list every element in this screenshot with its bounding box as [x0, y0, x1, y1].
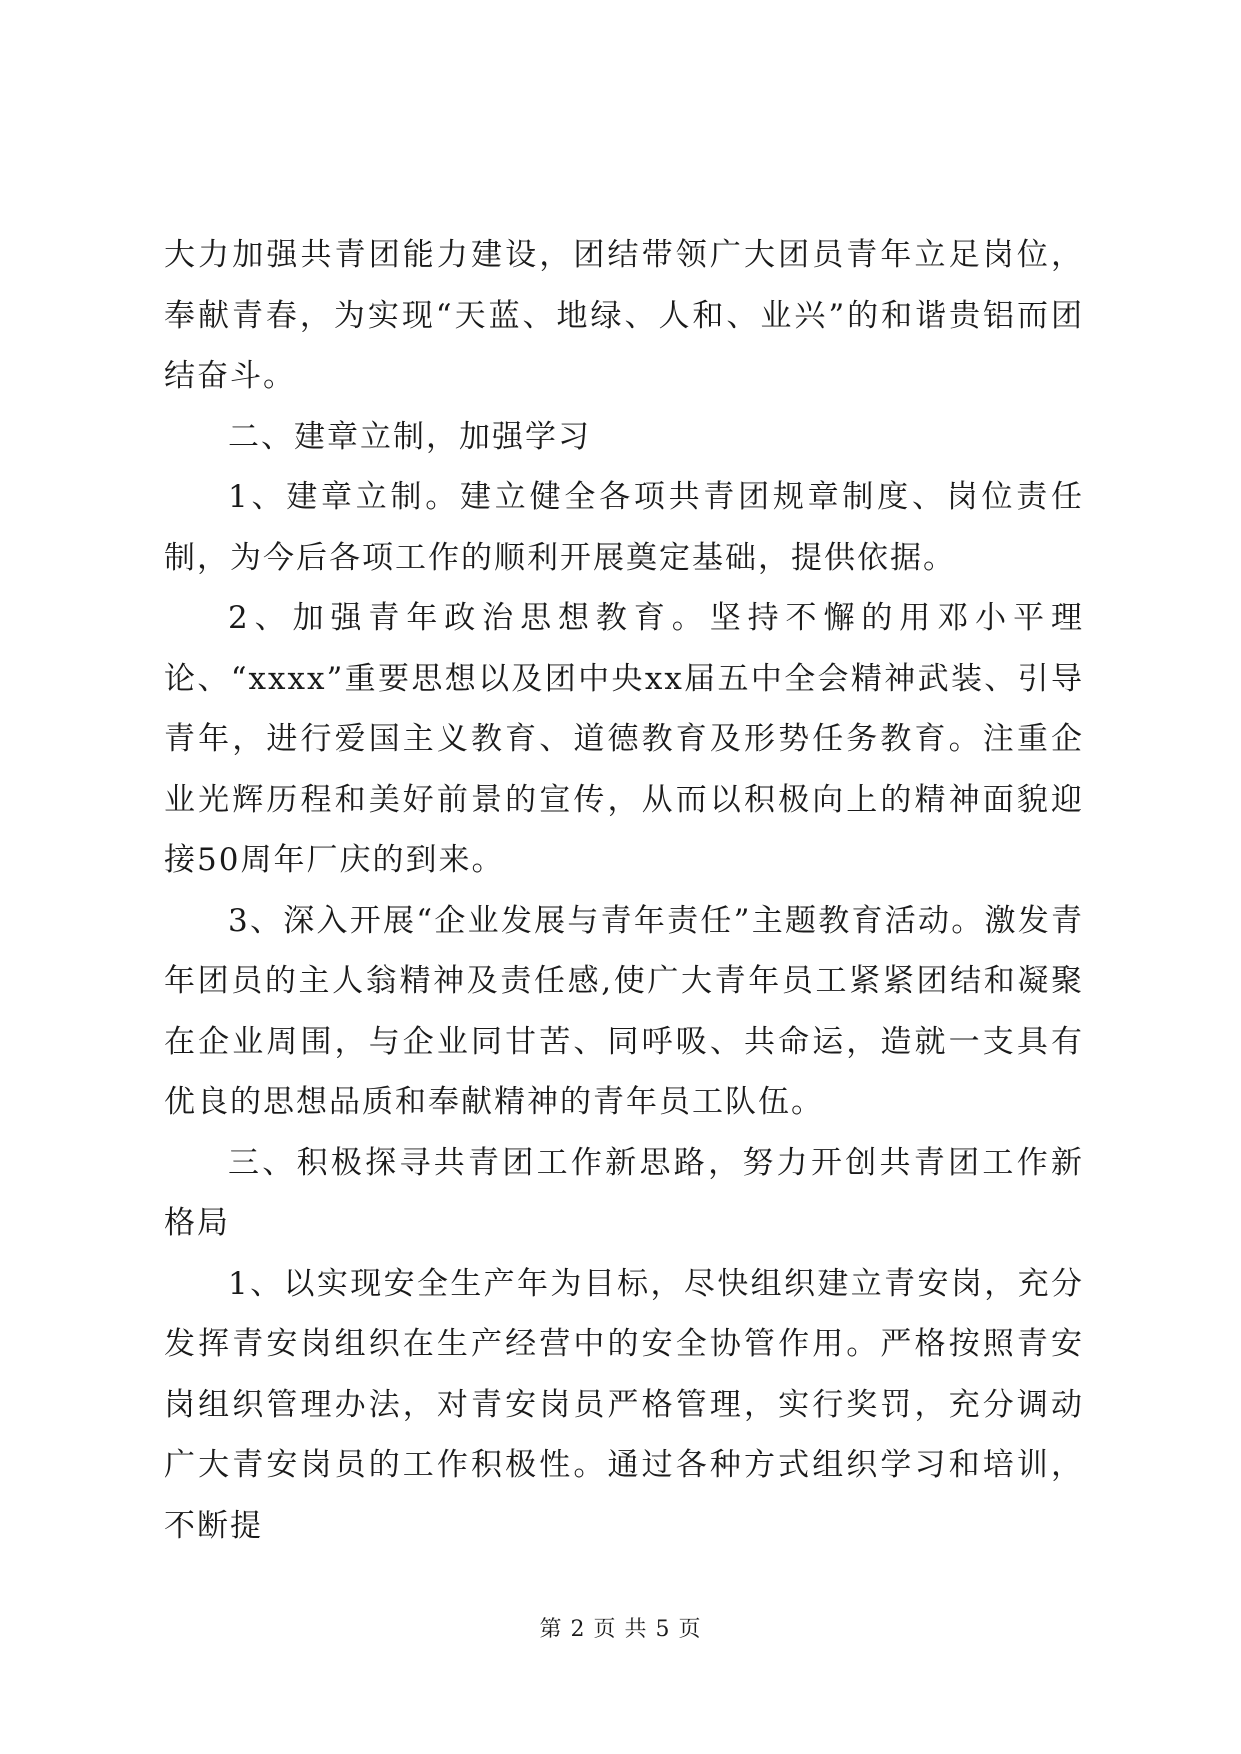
document-body [164, 225, 1084, 1556]
paragraph-1: 大力加强共青团能力建设，团结带领广大团员青年立足岗位，奉献青春，为实现“天蓝、地绿、人和、业兴”的和谐贵铝而团结奋斗。 [164, 237, 1084, 394]
page-number-footer: 第 2 页 共 5 页 [539, 1617, 702, 1642]
paragraph-3-1: 1、以实现安全生产年为目标，尽快组织建立青安岗，充分发挥青安岗组织在生产经营中的安全协管作用。严格按照青安岗组织管理办法，对青安岗员严格管理，实行奖罚，充分调动广大青安岗员的工作积极性。通过各种方式组织学习和培训，不断提 [164, 1265, 1084, 1544]
paragraph-2-2: 2、加强青年政治思想教育。坚持不懈的用邓小平理论、“xxxx”重要思想以及团中央xx届五中全会精神武装、引导青年，进行爱国主义教育、道德教育及形势任务教育。注重企业光辉历程和美好前景的宣传，从而以积极向上的精神面貌迎接50周年厂庆的到来。 [164, 600, 1084, 878]
heading-section-2: 二、建章立制，加强学习 [228, 418, 591, 455]
heading-section-3: 三、积极探寻共青团工作新思路，努力开创共青团工作新格局 [164, 1144, 1084, 1241]
paragraph-2-3: 3、深入开展“企业发展与青年责任”主题教育活动。激发青年团员的主人翁精神及责任感,使广大青年员工紧紧团结和凝聚在企业周围，与企业同甘苦、同呼吸、共命运，造就一支具有优良的思想品质和奉献精神的青年员工队伍。 [164, 902, 1084, 1120]
paragraph-2-1: 1、建章立制。建立健全各项共青团规章制度、岗位责任制，为今后各项工作的顺利开展奠定基础，提供依据。 [164, 479, 1084, 576]
